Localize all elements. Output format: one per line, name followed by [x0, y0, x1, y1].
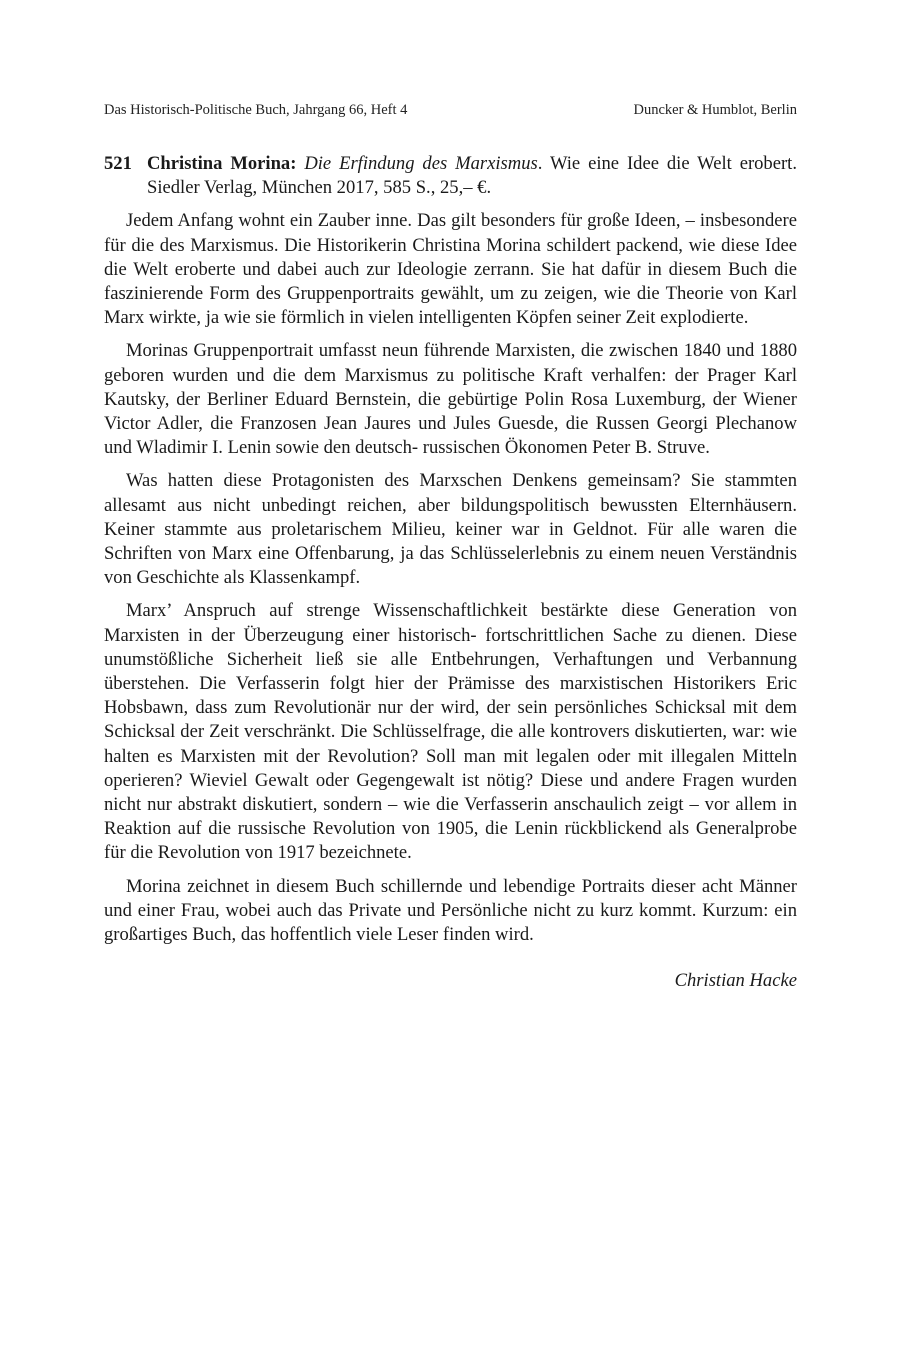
- review-number: 521: [104, 153, 132, 174]
- review-paragraph: Morinas Gruppenportrait umfasst neun führende Marxisten, die zwischen 1840 und 1880 geboren wurden und die dem Marxismus zu politische Kraft verhalfen: der Prager Karl Kautsky, der Berliner Eduard Bernstein, die gebürtige Polin Rosa Luxemburg, der Wiener Victor Adler, die Franzosen Jean Jaures und Jules Guesde, die Russen Georgi Plechanow und Wladimir I. Lenin sowie den deutsch- russischen Ökonomen Peter B. Struve.: [104, 340, 797, 459]
- book-author: Christina Morina:: [147, 153, 297, 174]
- book-bibliography: . Wie eine Idee die Welt erobert. Siedler Verlag, München 2017, 585 S., 25,– €.: [147, 153, 797, 199]
- book-title: Die Erfindung des Marxismus: [304, 153, 538, 174]
- review-paragraph: Was hatten diese Protagonisten des Marxschen Denkens gemeinsam? Sie stammten allesamt aus nicht unbedingt reichen, aber bildungspolitisch bewussten Elternhäusern. Keiner stammte aus proletarischem Milieu, keiner war in Geldnot. Für alle waren die Schriften von Marx eine Offenbarung, ja das Schlüsselerlebnis zu einem neuen Verständnis von Geschichte als Klassenkampf.: [104, 470, 797, 589]
- review-paragraph: Morina zeichnet in diesem Buch schillernde und lebendige Portraits dieser acht Männer und einer Frau, wobei auch das Private und Persönliche nicht zu kurz kommt. Kurzum: ein großartiges Buch, das hoffentlich viele Leser finden wird.: [104, 875, 797, 946]
- running-head: [104, 100, 797, 120]
- publisher-name: Duncker & Humblot, Berlin: [633, 102, 797, 118]
- journal-title: Das Historisch-Politische Buch, Jahrgang 66, Heft 4: [104, 102, 408, 118]
- page: [104, 100, 797, 994]
- review-paragraph: Marx’ Anspruch auf strenge Wissenschaftlichkeit bestärkte diese Generation von Marxisten in der Überzeugung einer historisch- fortschrittlichen Sache zu dienen. Diese unumstößliche Sicherheit ließ sie alle Entbehrungen, Verhaftungen und Verbannung überstehen. Die Verfasserin folgt hier der Prämisse des marxistischen Historikers Eric Hobsbawn, dass zum Revolutionär nur der wird, der sein persönliches Schicksal mit dem Schicksal der Zeit verschränkt. Die Schlüsselfrage, die alle kontrovers diskutierten, war: wie halten es Marxisten mit der Revolution? Soll man mit legalen oder mit illegalen Mitteln operieren? Wieviel Gewalt oder Gegengewalt ist nötig? Diese und andere Fragen wurden nicht nur abstrakt diskutiert, sondern – wie die Verfasserin anschaulich zeigt – vor allem in Reaktion auf die russische Revolution von 1905, die Lenin rückblickend als Generalprobe für die Revolution von 1917 bezeichnete.: [104, 600, 797, 864]
- review-heading: [104, 152, 797, 200]
- review-paragraph: Jedem Anfang wohnt ein Zauber inne. Das gilt besonders für große Ideen, – insbesondere für die des Marxismus. Die Historikerin Christina Morina schildert packend, wie diese Idee die Welt eroberte und dabei auch zur Ideologie zerrann. Sie hat dafür in diesem Buch die faszinierende Form des Gruppenportraits gewählt, um zu zeigen, wie die Theorie von Karl Marx wirkte, ja wie sie förmlich in vielen intelligenten Köpfen seiner Zeit explodierte.: [104, 210, 797, 329]
- review-entry: [104, 152, 797, 994]
- reviewer-name: Christian Hacke: [674, 970, 797, 992]
